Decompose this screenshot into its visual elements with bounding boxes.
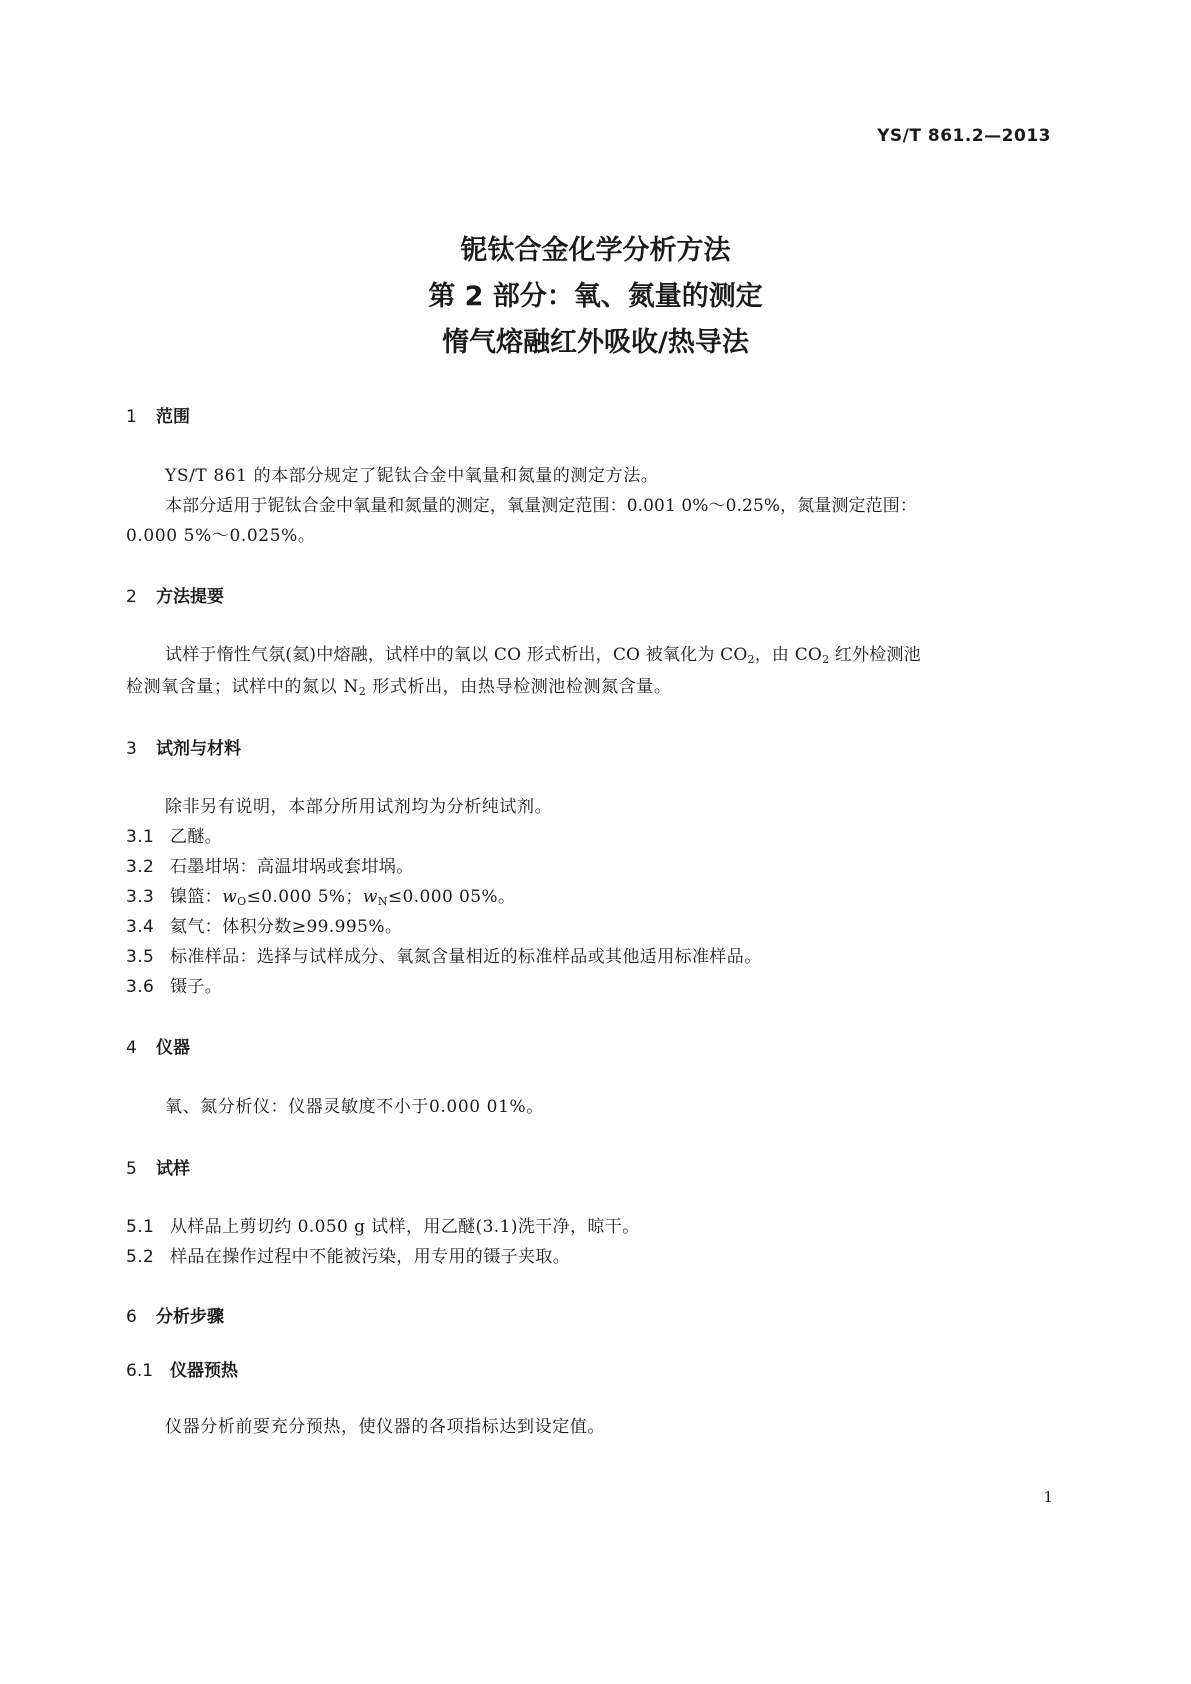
section-title: 试剂与材料	[156, 739, 241, 759]
list-item	[126, 822, 222, 847]
item-number: 3.5	[126, 947, 155, 967]
list-item	[126, 1242, 570, 1267]
title-line-2: 第 2 部分：氧、氮量的测定	[428, 281, 763, 312]
item-text: 镊子。	[170, 977, 223, 997]
section-6-heading	[126, 1302, 224, 1327]
list-item	[126, 912, 402, 937]
section-4-paragraph: 氧、氮分析仪：仪器灵敏度不小于0.000 01%。	[165, 1097, 544, 1117]
item-number: 3.6	[126, 977, 155, 997]
subsection-title: 仪器预热	[170, 1361, 238, 1381]
item-text: 石墨坩埚：高温坩埚或套坩埚。	[170, 857, 414, 877]
item-text: 氦气：体积分数≥99.995%。	[170, 917, 403, 937]
section-number: 4	[126, 1038, 137, 1058]
section-2-line-2	[126, 672, 672, 698]
section-1-paragraph-1: YS/T 861 的本部分规定了铌钛合金中氧量和氮量的测定方法。	[165, 466, 659, 486]
section-number: 5	[126, 1159, 137, 1179]
subscript: 2	[822, 653, 830, 666]
item-number: 3.1	[126, 827, 155, 847]
section-title: 试样	[156, 1159, 190, 1179]
section-1-paragraph-2-line-1: 本部分适用于铌钛合金中氧量和氮量的测定，氧量测定范围：0.001 0%～0.25%，氮量测定范围：	[165, 496, 917, 516]
title-line-1: 铌钛合金化学分析方法	[460, 235, 731, 266]
section-number: 3	[126, 739, 137, 759]
subscript: 2	[747, 653, 755, 666]
title-line-3: 惰气熔融红外吸收/热导法	[442, 327, 749, 358]
section-title: 方法提要	[156, 587, 224, 607]
item-number: 3.4	[126, 917, 155, 937]
section-number: 6	[126, 1307, 137, 1327]
item-text: 从样品上剪切约 0.050 g 试样，用乙醚(3.1)洗干净，晾干。	[170, 1217, 640, 1237]
text-run: 红外检测池	[829, 645, 921, 665]
subsection-6-1-paragraph: 仪器分析前要充分预热，使仪器的各项指标达到设定值。	[165, 1417, 605, 1437]
text-run: 试样于惰性气氛(氦)中熔融，试样中的氧以 CO 形式析出，CO 被氧化为 CO	[165, 645, 748, 665]
item-text: 镍篮：	[170, 887, 223, 907]
subsection-number: 6.1	[126, 1361, 154, 1381]
text-run: 检测氧含量；试样中的氮以 N	[126, 677, 359, 697]
section-title: 仪器	[156, 1038, 190, 1058]
section-5-heading	[126, 1154, 190, 1179]
subscript: O	[237, 895, 247, 908]
item-number: 3.3	[126, 887, 155, 907]
item-text: 标准样品：选择与试样成分、氧氮含量相近的标准样品或其他适用标准样品。	[170, 947, 762, 967]
item-text: 乙醚。	[170, 827, 223, 847]
item-text: ≤0.000 5%；	[246, 887, 363, 907]
subscript: 2	[358, 685, 367, 698]
section-title: 范围	[156, 407, 190, 427]
list-item	[126, 852, 414, 877]
list-item	[126, 1212, 640, 1237]
section-number: 1	[126, 407, 137, 427]
subsection-6-1-heading	[126, 1356, 238, 1381]
list-item	[126, 942, 762, 967]
list-item	[126, 972, 222, 997]
math-variable: w	[362, 887, 378, 907]
item-text: ≤0.000 05%。	[387, 887, 516, 907]
item-number: 3.2	[126, 857, 155, 877]
section-title: 分析步骤	[156, 1307, 224, 1327]
section-3-intro: 除非另有说明，本部分所用试剂均为分析纯试剂。	[165, 797, 553, 817]
section-2-line-1	[165, 640, 921, 666]
item-number: 5.1	[126, 1217, 155, 1237]
text-run: 形式析出，由热导检测池检测氮含量。	[366, 677, 672, 697]
section-1-paragraph-2-line-2: 0.000 5%～0.025%。	[126, 526, 316, 546]
section-number: 2	[126, 587, 137, 607]
section-1-heading	[126, 402, 190, 427]
list-item	[126, 882, 515, 908]
math-variable: w	[222, 887, 238, 907]
item-text: 样品在操作过程中不能被污染，用专用的镊子夹取。	[170, 1247, 571, 1267]
document-title	[0, 228, 1191, 366]
item-number: 5.2	[126, 1247, 155, 1267]
section-3-heading	[126, 734, 241, 759]
page-number: 1	[1043, 1488, 1053, 1506]
section-2-heading	[126, 582, 224, 607]
section-4-heading	[126, 1033, 190, 1058]
text-run: ，由 CO	[754, 645, 823, 665]
standard-code: YS/T 861.2—2013	[877, 126, 1051, 146]
subscript: N	[377, 895, 388, 908]
